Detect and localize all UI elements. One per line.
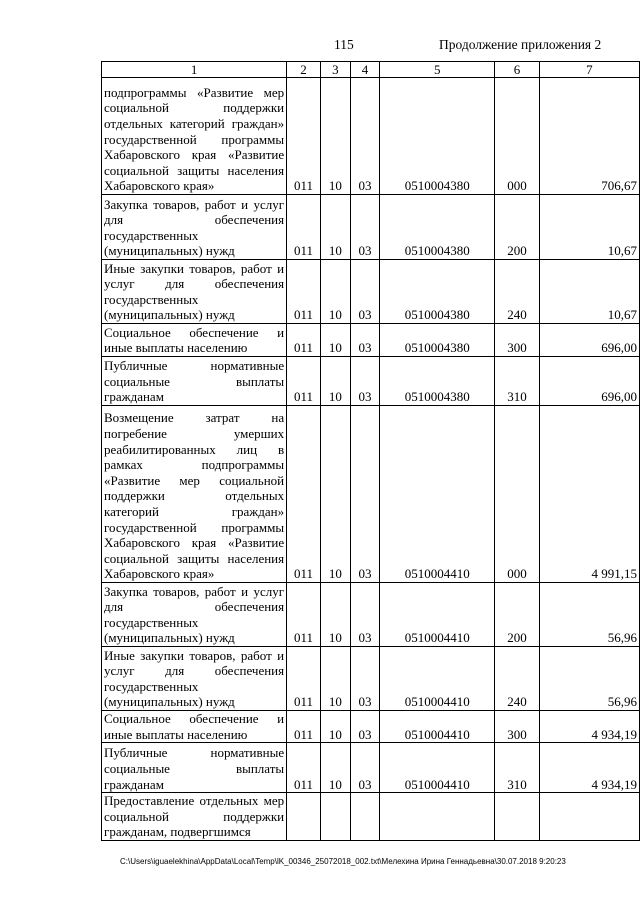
cell-vr: 000 [495,78,540,195]
table-row [102,743,640,793]
column-header: 1 [102,62,287,78]
header-row [102,62,640,78]
cell-pr: 03 [350,357,380,406]
cell-csr: 0510004410 [380,647,495,711]
column-header: 6 [495,62,540,78]
cell-rz: 10 [320,260,350,324]
cell-sum: 4 934,19 [539,711,639,743]
cell-vr: 240 [495,260,540,324]
row-name: Закупка товаров, работ и услуг для обеспечения государственных (муниципальных) нужд [102,583,287,647]
column-header: 3 [320,62,350,78]
cell-pr: 03 [350,260,380,324]
cell-gr [287,793,321,841]
cell-csr [380,793,495,841]
table-row [102,260,640,324]
cell-vr: 310 [495,357,540,406]
cell-pr: 03 [350,583,380,647]
cell-vr: 240 [495,647,540,711]
table-row [102,711,640,743]
column-header: 4 [350,62,380,78]
column-header: 2 [287,62,321,78]
cell-rz: 10 [320,743,350,793]
table-row [102,647,640,711]
cell-gr: 011 [287,743,321,793]
cell-vr: 000 [495,406,540,583]
column-header: 5 [380,62,495,78]
row-name: Иные закупки товаров, работ и услуг для обеспечения государственных (муниципальных) нужд [102,647,287,711]
cell-gr: 011 [287,406,321,583]
row-name: Социальное обеспечение и иные выплаты населению [102,711,287,743]
cell-csr: 0510004380 [380,195,495,260]
cell-vr: 200 [495,583,540,647]
cell-gr: 011 [287,583,321,647]
cell-sum: 696,00 [539,324,639,357]
cell-pr: 03 [350,324,380,357]
cell-rz: 10 [320,324,350,357]
cell-csr: 0510004410 [380,583,495,647]
cell-sum: 56,96 [539,647,639,711]
table-row [102,357,640,406]
column-header: 7 [539,62,639,78]
cell-vr: 300 [495,711,540,743]
file-path-footer: C:\Users\iguaelekhina\AppData\Local\Temp\lK_00346_25072018_002.txt\Мелехина Ирина Геннадьевна\30.07.2018 9:20:23 [120,857,566,866]
cell-pr: 03 [350,78,380,195]
cell-rz: 10 [320,406,350,583]
cell-pr: 03 [350,406,380,583]
cell-csr: 0510004410 [380,711,495,743]
cell-gr: 011 [287,324,321,357]
cell-sum: 4 991,15 [539,406,639,583]
cell-csr: 0510004410 [380,406,495,583]
cell-pr [350,793,380,841]
cell-sum: 10,67 [539,260,639,324]
row-name: Социальное обеспечение и иные выплаты населению [102,324,287,357]
cell-rz: 10 [320,647,350,711]
cell-csr: 0510004380 [380,324,495,357]
table-row [102,583,640,647]
table-row [102,793,640,841]
cell-rz: 10 [320,357,350,406]
row-name: Закупка товаров, работ и услуг для обеспечения государственных (муниципальных) нужд [102,195,287,260]
table-row [102,78,640,195]
cell-sum: 10,67 [539,195,639,260]
cell-rz: 10 [320,583,350,647]
cell-pr: 03 [350,743,380,793]
cell-gr: 011 [287,711,321,743]
cell-gr: 011 [287,260,321,324]
cell-sum: 706,67 [539,78,639,195]
cell-sum: 56,96 [539,583,639,647]
cell-gr: 011 [287,357,321,406]
cell-vr [495,793,540,841]
cell-csr: 0510004380 [380,260,495,324]
continuation-label: Продолжение приложения 2 [439,37,602,52]
cell-gr: 011 [287,195,321,260]
cell-rz: 10 [320,195,350,260]
cell-csr: 0510004380 [380,78,495,195]
cell-gr: 011 [287,78,321,195]
row-name: Иные закупки товаров, работ и услуг для обеспечения государственных (муниципальных) нужд [102,260,287,324]
row-name: Публичные нормативные социальные выплаты гражданам [102,743,287,793]
cell-rz: 10 [320,78,350,195]
cell-csr: 0510004410 [380,743,495,793]
row-name: Возмещение затрат на погребение умерших реабилитированных лиц в рамках подпрограммы «Развитие мер социальной поддержки отдельных категорий граждан» государственной программы Хабаровского края «Развитие социальной защиты населения Хабаровского края» [102,406,287,583]
row-name: Предоставление отдельных мер социальной поддержки гражданам, подвергшимся [102,793,287,841]
cell-pr: 03 [350,195,380,260]
cell-pr: 03 [350,711,380,743]
table-row [102,324,640,357]
row-name: Публичные нормативные социальные выплаты гражданам [102,357,287,406]
page-number: 115 [334,37,354,52]
row-name: подпрограммы «Развитие мер социальной поддержки отдельных категорий граждан» государственной программы Хабаровского края «Развитие социальной защиты населения Хабаровского края» [102,78,287,195]
cell-rz: 10 [320,711,350,743]
budget-table [101,61,640,841]
cell-rz [320,793,350,841]
cell-gr: 011 [287,647,321,711]
cell-vr: 300 [495,324,540,357]
cell-sum: 696,00 [539,357,639,406]
table-row [102,406,640,583]
table-row [102,195,640,260]
cell-sum [539,793,639,841]
cell-vr: 310 [495,743,540,793]
cell-vr: 200 [495,195,540,260]
cell-pr: 03 [350,647,380,711]
cell-sum: 4 934,19 [539,743,639,793]
cell-csr: 0510004380 [380,357,495,406]
